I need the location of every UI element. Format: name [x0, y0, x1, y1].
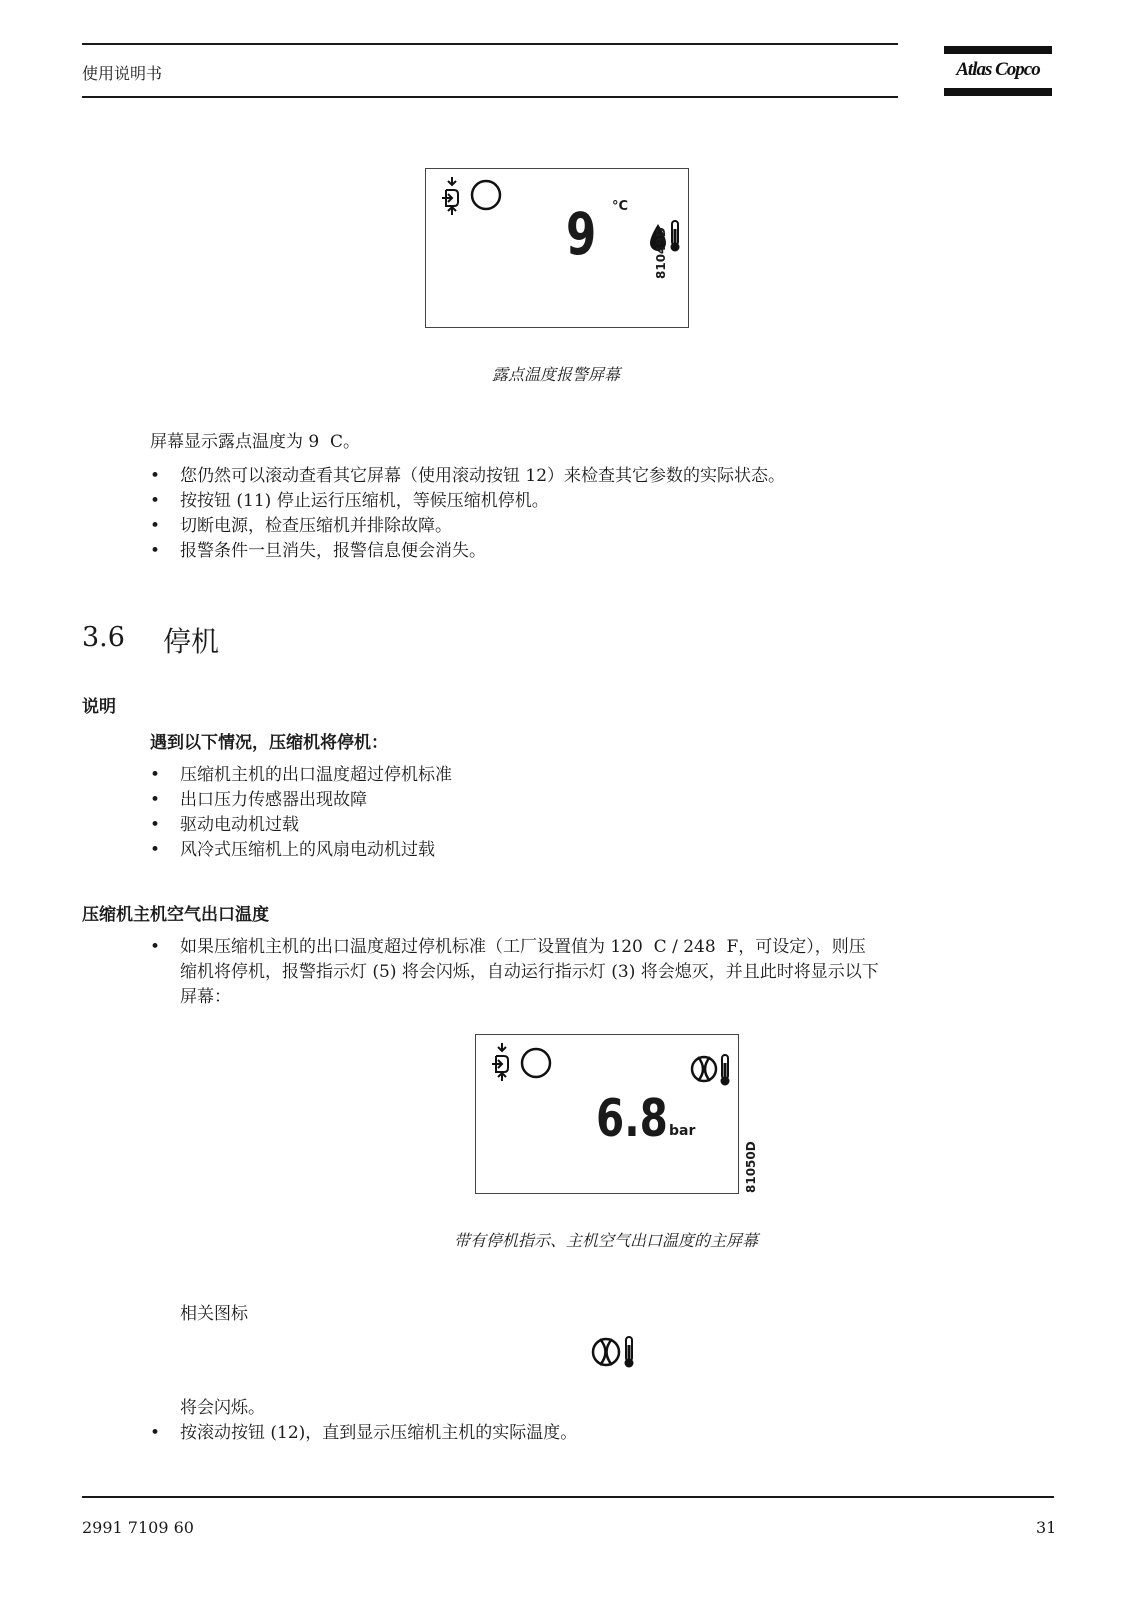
atlas-copco-logo	[944, 46, 1052, 98]
list-item: • 按滚动按钮 (12)，直到显示压缩机主机的实际温度。	[150, 1421, 1050, 1446]
lcd-unit: °C	[612, 199, 629, 214]
lcd-unit: bar	[669, 1123, 696, 1139]
scroll-bullet-list	[150, 1421, 1050, 1446]
outlet-temp-line-1: • 如果压缩机主机的出口温度超过停机标准（工厂设置值为 120 C / 248 F，可设定），则压	[180, 937, 866, 957]
outlet-temp-bullet	[150, 935, 1060, 1010]
header-title: 使用说明书	[82, 64, 163, 83]
element-temperature-icon	[590, 1334, 640, 1370]
description-heading: 说明	[82, 697, 116, 717]
outlet-temp-line-2: 缩机将停机，报警指示灯 (5) 将会闪烁，自动运行指示灯 (3) 将会熄灭，并且此时将显示以下	[180, 962, 879, 982]
section-number: 3.6	[82, 622, 125, 653]
status-circle-icon	[522, 1049, 550, 1077]
status-circle-icon	[472, 181, 500, 209]
element-temperature-icon	[692, 1057, 716, 1081]
alarm-bullet-list	[150, 464, 1050, 564]
footer-rule	[82, 1496, 1054, 1498]
outlet-temp-heading: 压缩机主机空气出口温度	[82, 905, 269, 925]
list-item	[150, 935, 1060, 1010]
description-intro: 遇到以下情况，压缩机将停机：	[150, 733, 388, 753]
figure-code: 81050D	[744, 1141, 758, 1193]
figure-code: 81049D	[654, 227, 668, 279]
list-item: • 切断电源，检查压缩机并排除故障。	[150, 514, 1050, 539]
list-item: • 出口压力传感器出现故障	[150, 788, 1050, 813]
list-item: • 驱动电动机过载	[150, 813, 1050, 838]
page-number: 31	[1036, 1518, 1057, 1537]
dewpoint-paragraph: 屏幕显示露点温度为 9 C。	[150, 432, 361, 452]
lcd-shutdown-screen	[475, 1034, 758, 1194]
list-item: • 风冷式压缩机上的风扇电动机过载	[150, 838, 1050, 863]
list-item: • 您仍然可以滚动查看其它屏幕（使用滚动按钮 12）来检查其它参数的实际状态。	[150, 464, 1050, 489]
related-icon-label: 相关图标	[180, 1304, 248, 1324]
logo-text: Atlas Copco	[956, 59, 1040, 80]
figure1-caption: 露点温度报警屏幕	[491, 365, 620, 384]
compressor-run-icon	[442, 177, 458, 215]
figure2-caption: 带有停机指示、主机空气出口温度的主屏幕	[453, 1231, 758, 1250]
compressor-run-icon	[492, 1043, 508, 1081]
outlet-temp-line-3: 屏幕：	[180, 987, 231, 1007]
header-top-rule	[82, 43, 898, 45]
lcd-dewpoint-alarm	[425, 168, 689, 328]
section-title: 停机	[163, 625, 220, 658]
thermometer-icon	[671, 221, 680, 252]
lcd-dewpoint-graphic	[426, 169, 688, 327]
lcd-reading: 6.8	[596, 1089, 668, 1149]
header-bottom-rule	[82, 96, 898, 98]
shutdown-conditions-list	[150, 763, 1050, 863]
doc-number: 2991 7109 60	[82, 1518, 194, 1537]
will-flash-text: 将会闪烁。	[180, 1398, 265, 1418]
thermometer-icon	[721, 1055, 730, 1086]
list-item: • 报警条件一旦消失，报警信息便会消失。	[150, 539, 1050, 564]
list-item: • 按按钮 (11) 停止运行压缩机，等候压缩机停机。	[150, 489, 1050, 514]
list-item: • 压缩机主机的出口温度超过停机标准	[150, 763, 1050, 788]
lcd-reading: 9	[566, 200, 597, 268]
